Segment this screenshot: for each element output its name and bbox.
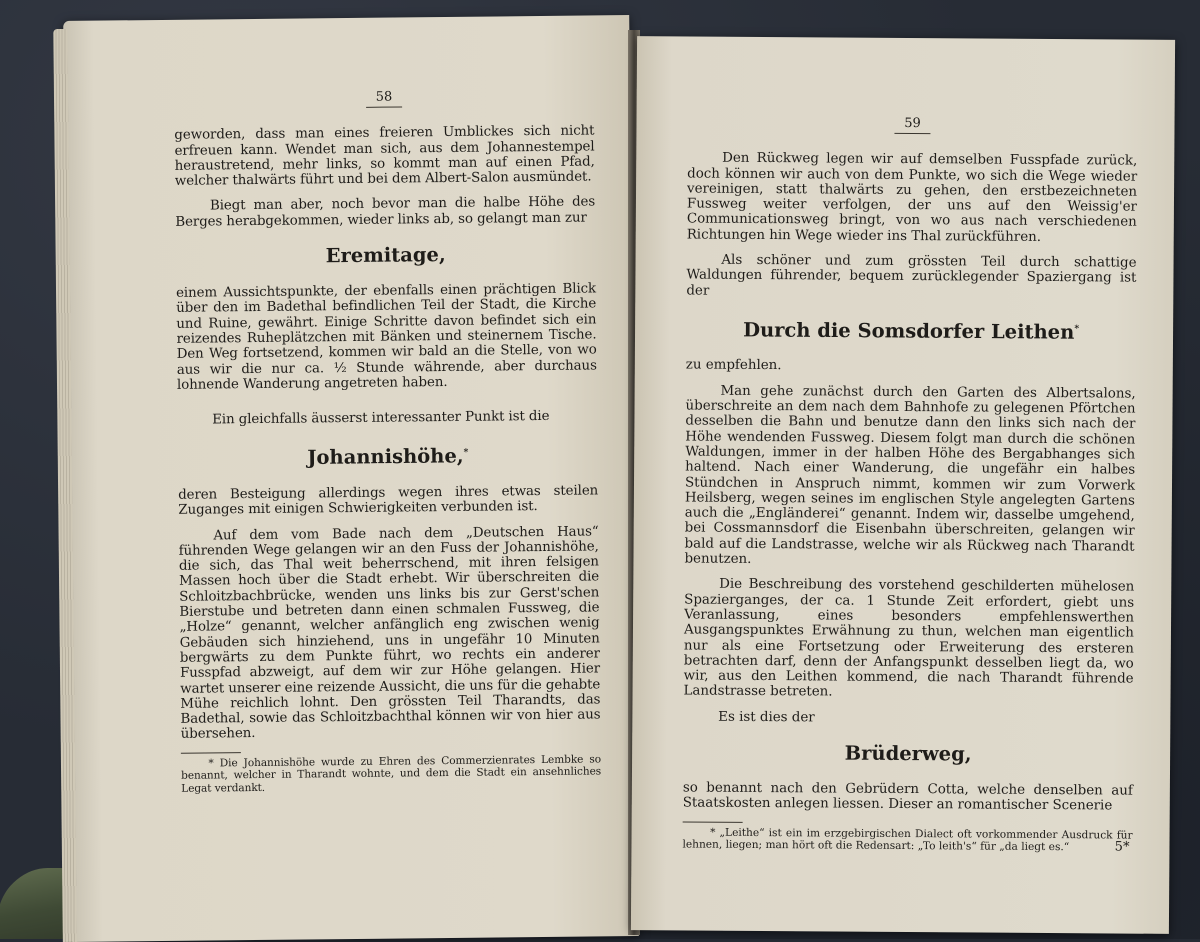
heading-johannishoehe: Johannishöhe,* [307, 444, 469, 470]
right-paragraph-6: Es ist dies der [718, 709, 815, 726]
right-footnote: * „Leithe“ ist ein im erzgebirgischen Dialect oft vorkommender Ausdruck für lehnen, liegen; man hört oft die Redensart: „To leith's“ für „da liegt es.“ [682, 826, 1133, 854]
heading-eremitage: Eremitage, [325, 243, 446, 268]
left-paragraph-1: geworden, dass man eines freieren Umblickes sich nicht erfreuen kann. Wendet man sich, aus dem Johannestempel heraustretend, mehr links, so kommt man auf einen Pfad, welcher thalwärts führt und bei dem Albert-Salon ausmündet. [174, 123, 595, 190]
footnote-marker: * [1074, 324, 1080, 335]
right-paragraph-2: Als schöner und zum grössten Teil durch schattige Waldungen führender, bequem zurücklegender Spaziergang ist der [686, 252, 1137, 299]
left-page-content [174, 87, 601, 795]
right-paragraph-1: Den Rückweg legen wir auf demselben Fusspfade zurück, doch können wir auch von dem Punkte, wo sich die Wege wieder vereinigen, statt thalwärts zu gehen, den erstbezeichneten Fussweg weiter verfolgen, der uns auf den Weissig'er Communicationsweg bringt, von wo aus nach verschiedenen Richtungen hin Wege wieder ins Thal zurückführen. [686, 151, 1138, 245]
footnote-marker: * [463, 448, 469, 459]
left-paragraph-6: Auf dem vom Bade nach dem „Deutschen Haus“ führenden Wege gelangen wir an den Fuss der Johannishöhe, die sich, das Thal weit beherrschend, mit ihren felsigen Massen hoch über die Stadt erhebt. Wir überschreiten die Schloitzbachbrücke, wenden uns links bis zur Gerst'schen Bierstube und betreten dann einen schmalen Fussweg, die „Holze“ genannt, welcher anfänglich eng zwischen wenig Gebäuden sich hinziehend, uns in ungefähr 10 Minuten bergwärts zu dem Punkte führt, wo rechts ein anderer Fusspfad abzweigt, auf dem wir zur Höhe gelangen. Hier wartet unserer eine reizende Aussicht, die uns für die gehabte Mühe reichlich lohnt. Den grössten Teil Tharandts, das Badethal, sowie das Schloitzbachthal können wir von hier aus übersehen. [178, 523, 601, 743]
footnote-rule [683, 821, 743, 822]
heading-bruederweg: Brüderweg, [844, 741, 972, 766]
right-paragraph-7: so benannt nach den Gebrüdern Cotta, welche denselben auf Staatskosten anlegen liessen. Dieser an romantischer Scenerie [682, 780, 1133, 814]
right-page-content [682, 114, 1137, 854]
left-paragraph-4: Ein gleichfalls äusserst interessanter Punkt ist die [212, 409, 550, 428]
signature-mark: 5* [1114, 839, 1130, 855]
left-footnote: * Die Johannishöhe wurde zu Ehren des Commerzienrates Lembke so benannt, welcher in Tharandt wohnte, und dem die Stadt ein ansehnliches Legat verdankt. [181, 753, 602, 795]
page-number-left: 58 [174, 87, 594, 110]
heading-somsdorfer-leithen: Durch die Somsdorfer Leithen* [743, 318, 1080, 344]
page-number-right: 59 [687, 114, 1137, 135]
left-paragraph-5: deren Besteigung allerdings wegen ihres etwas steilen Zuganges mit einigen Schwierigkeiten verbunden ist. [178, 483, 599, 519]
left-paragraph-3: einem Aussichtspunkte, der ebenfalls einen prächtigen Blick über den im Badethal befindlichen Teil der Stadt, die Kirche und Ruine, gewährt. Einige Schritte davon befindet sich ein reizendes Ruheplätzchen mit Bänken und steinernem Tische. Den Weg fortsetzend, kommen wir bald an die Stelle, von wo aus wir die nur ca. ½ Stunde währende, aber durchaus lohnende Wanderung angetreten haben. [175, 281, 597, 393]
left-paragraph-2: Biegt man aber, noch bevor man die halbe Höhe des Berges herabgekommen, wieder links ab, so gelangt man zur [175, 194, 596, 230]
right-paragraph-5: Die Beschreibung des vorstehend geschilderten mühelosen Spazierganges, der ca. 1 Stunde Zeit erfordert, giebt uns Veranlassung, eines besonders empfehlenswerthen Ausgangspunktes Erwähnung zu thun, welchen man eigentlich nur als eine Fortsetzung oder Erweiterung des ersteren betrachten darf, denn der Anfangspunkt desselben liegt da, wo wir, aus den Leithen kommend, die nach Tharandt führende Landstrasse betreten. [683, 577, 1135, 700]
right-paragraph-4: Man gehe zunächst durch den Garten des Albertsalons, überschreite an dem nach dem Bahnhofe zu gelegenen Pförtchen desselben die Bahn und benutze dann den links sich nach der Höhe wendenden Fussweg. Diesem folgt man durch die schönen Waldungen, immer in der halben Höhe des Bergabhanges sich haltend. Nach einer Wanderung, die ungefähr ein halbes Stündchen in Anspruch nimmt, kommen wir zum Vorwerk Heilsberg, wegen seines im englischen Style angelegten Gartens auch die „Engländerei“ genannt. Indem wir, dasselbe umgehend, bei Cossmannsdorf die Eisenbahn überschreiten, gelangen wir bald auf die Landstrasse, welche wir als Rückweg nach Tharandt benutzen. [684, 383, 1136, 567]
right-page [631, 36, 1175, 934]
left-page [63, 15, 639, 942]
right-paragraph-3: zu empfehlen. [685, 357, 782, 374]
footnote-rule [181, 752, 241, 754]
